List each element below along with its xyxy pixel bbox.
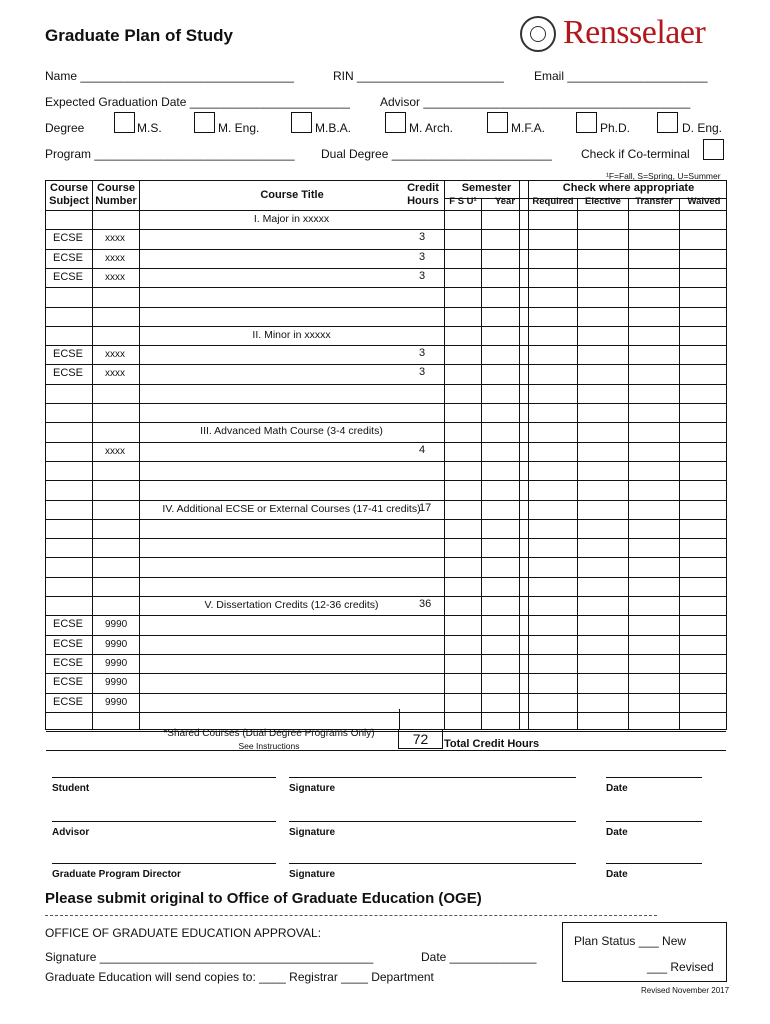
table-row[interactable] (46, 557, 726, 576)
course-number-cell: 9990 (105, 657, 128, 669)
section-title: IV. Additional ECSE or External Courses (17-41 credits) (162, 502, 421, 515)
header-year: Year (494, 196, 516, 207)
signature-label: Signature (289, 827, 336, 838)
table-row[interactable] (46, 384, 726, 403)
table-row[interactable] (46, 326, 726, 345)
coterminal-label: Check if Co-terminal (581, 147, 690, 161)
seal-inner-icon (530, 26, 546, 42)
table-row[interactable] (46, 403, 726, 422)
approval-date-field[interactable]: Date _____________ (421, 950, 537, 964)
table-row[interactable] (46, 229, 726, 248)
course-number-cell: xxxx (105, 271, 125, 283)
table-row[interactable] (46, 480, 726, 499)
table-row[interactable] (46, 287, 726, 306)
revised-date: Revised November 2017 (641, 986, 730, 995)
credit-hours-cell: 3 (419, 269, 426, 282)
coterminal-checkbox[interactable] (703, 139, 724, 160)
credit-hours-cell: 17 (419, 501, 432, 514)
degree-label-deng: D. Eng. (682, 121, 723, 135)
total-credits-label: Total Credit Hours (444, 738, 540, 750)
degree-checkbox-meng[interactable] (194, 112, 215, 133)
table-row[interactable] (46, 210, 726, 229)
credit-hours-cell: 3 (419, 231, 426, 244)
plan-status-revised[interactable]: ___ Revised (647, 960, 714, 974)
course-number-cell: xxxx (105, 445, 125, 457)
degree-label-ms: M.S. (137, 121, 162, 135)
signature-line[interactable] (289, 863, 576, 864)
degree-label-phd: Ph.D. (600, 121, 631, 135)
course-subject-cell: ECSE (53, 367, 83, 380)
signature-line[interactable] (289, 821, 576, 822)
table-row[interactable] (46, 461, 726, 480)
table-row[interactable] (46, 249, 726, 268)
date-line[interactable] (606, 863, 702, 864)
degree-checkbox-ms[interactable] (114, 112, 135, 133)
table-row[interactable] (46, 673, 726, 692)
course-subject-cell: ECSE (53, 251, 83, 264)
dual-degree-field[interactable]: Dual Degree ________________________ (321, 147, 552, 161)
credit-hours-cell: 4 (419, 443, 426, 456)
table-row[interactable] (46, 442, 726, 461)
degree-label-march: M. Arch. (409, 121, 454, 135)
shared-courses-label: *Shared Courses (Dual Degree Programs Only) (163, 728, 375, 739)
table-row[interactable] (46, 307, 726, 326)
credit-hours-cell: 3 (419, 366, 426, 379)
name-field[interactable]: Name ________________________________ (45, 69, 294, 83)
table-row[interactable] (46, 654, 726, 673)
header-semester: Semester (461, 182, 512, 194)
header-elective: Elective (585, 196, 621, 207)
course-subject-cell: ECSE (53, 232, 83, 245)
plan-status-new[interactable]: Plan Status ___ New (574, 934, 687, 948)
header-course-number: Course Number (95, 182, 137, 207)
signature-label: Signature (289, 783, 336, 794)
date-line[interactable] (606, 821, 702, 822)
signer-label: Student (52, 783, 90, 794)
table-row[interactable] (46, 345, 726, 364)
expected-graduation-field[interactable]: Expected Graduation Date ________________________ (45, 95, 350, 109)
section-title: V. Dissertation Credits (12-36 credits) (204, 599, 379, 611)
course-subject-cell: ECSE (53, 637, 83, 650)
table-row[interactable] (46, 268, 726, 287)
header-credit-hours: Credit Hours (407, 182, 439, 207)
table-row[interactable] (46, 519, 726, 538)
table-row[interactable] (46, 500, 726, 519)
section-title: II. Minor in xxxxx (252, 328, 331, 341)
course-number-cell: 9990 (105, 677, 128, 689)
header-check: Check where appropriate (562, 182, 695, 194)
total-credits-value: 72 (398, 730, 443, 749)
course-subject-cell: ECSE (53, 656, 83, 669)
header-required: Required (532, 196, 574, 207)
degree-label-mfa: M.F.A. (511, 121, 546, 135)
degree-checkbox-mfa[interactable] (487, 112, 508, 133)
course-number-cell: xxxx (105, 368, 125, 380)
course-subject-cell: ECSE (53, 618, 83, 631)
header-fsu: F S U¹ (449, 196, 477, 207)
page-title: Graduate Plan of Study (45, 26, 233, 45)
degree-label: Degree (45, 121, 85, 135)
divider (45, 915, 657, 916)
section-title: I. Major in xxxxx (253, 213, 330, 225)
signer-line[interactable] (52, 821, 276, 822)
course-subject-cell: ECSE (53, 348, 83, 361)
approval-signature-field[interactable]: Signature _________________________________________ (45, 950, 374, 964)
date-label: Date (606, 869, 628, 880)
copies-field[interactable]: Graduate Education will send copies to: ____ Registrar ____ Department (45, 970, 434, 984)
table-row[interactable] (46, 422, 726, 441)
course-number-cell: 9990 (105, 638, 128, 650)
course-subject-cell: ECSE (53, 270, 83, 283)
course-number-cell: xxxx (105, 349, 125, 361)
degree-checkbox-deng[interactable] (657, 112, 678, 133)
submit-notice: Please submit original to Office of Graduate Education (OGE) (45, 890, 482, 907)
course-number-cell: 9990 (105, 619, 128, 631)
signer-label: Advisor (52, 827, 90, 838)
signer-line[interactable] (52, 777, 276, 778)
course-number-cell: xxxx (105, 252, 125, 264)
header-transfer: Transfer (635, 196, 673, 207)
course-subject-cell: ECSE (53, 695, 83, 708)
rin-field[interactable]: RIN ______________________ (333, 69, 504, 83)
degree-label-meng: M. Eng. (218, 121, 260, 135)
email-field[interactable]: Email _____________________ (534, 69, 708, 83)
degree-checkbox-mba[interactable] (291, 112, 312, 133)
date-label: Date (606, 827, 628, 838)
header-course-subject: Course Subject (49, 182, 89, 207)
signature-line[interactable] (289, 777, 576, 778)
see-instructions-label: See Instructions (238, 741, 300, 751)
approval-heading: OFFICE OF GRADUATE EDUCATION APPROVAL: (45, 926, 322, 940)
degree-label-mba: M.B.A. (315, 121, 352, 135)
table-row[interactable] (46, 615, 726, 634)
table-row[interactable] (46, 577, 726, 596)
degree-checkbox-phd[interactable] (576, 112, 597, 133)
semester-footnote: ¹F=Fall, S=Spring, U=Summer (606, 171, 721, 181)
date-line[interactable] (606, 777, 702, 778)
degree-checkbox-march[interactable] (385, 112, 406, 133)
credit-hours-cell: 36 (419, 598, 432, 610)
table-row[interactable] (46, 364, 726, 383)
signer-line[interactable] (52, 863, 276, 864)
header-waived: Waived (687, 196, 721, 207)
table-row[interactable] (46, 693, 726, 712)
plan-status-box (562, 922, 727, 982)
date-label: Date (606, 783, 628, 794)
signer-label: Graduate Program Director (52, 869, 181, 880)
signature-label: Signature (289, 869, 336, 880)
rensselaer-logo: Rensselaer (563, 14, 706, 51)
table-row[interactable] (46, 635, 726, 654)
header-course-title: Course Title (260, 189, 324, 201)
table-row[interactable] (46, 596, 726, 615)
section-title: III. Advanced Math Course (3-4 credits) (200, 425, 383, 438)
advisor-field[interactable]: Advisor ________________________________________ (380, 95, 691, 109)
course-subject-cell: ECSE (53, 676, 83, 689)
credit-hours-cell: 3 (419, 347, 426, 360)
course-number-cell: xxxx (105, 233, 125, 245)
course-number-cell: 9990 (105, 696, 128, 708)
credit-hours-cell: 3 (419, 250, 426, 263)
table-row[interactable] (46, 538, 726, 557)
program-field[interactable]: Program ______________________________ (45, 147, 295, 161)
